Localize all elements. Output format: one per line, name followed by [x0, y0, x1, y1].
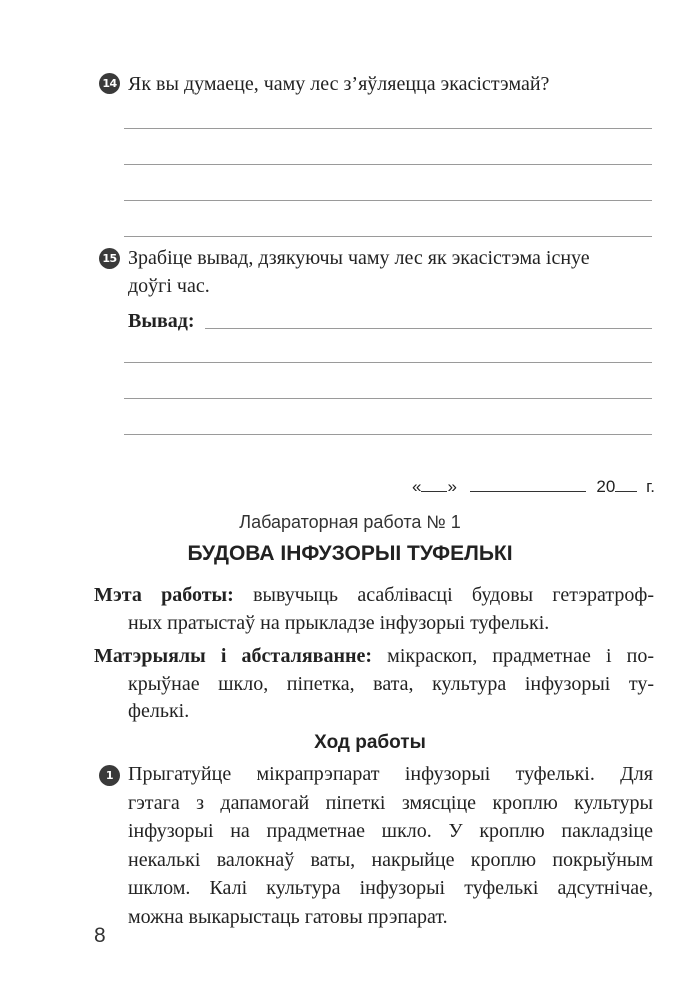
answer-line-15-4[interactable]	[124, 434, 652, 435]
question-14-text: Як вы думаеце, чаму лес з’яўляецца экасістэмай?	[128, 73, 550, 95]
answer-line-14-1[interactable]	[124, 128, 652, 129]
page-number: 8	[94, 924, 106, 947]
date-open-quote: «	[412, 477, 422, 496]
answer-line-14-3[interactable]	[124, 200, 652, 201]
materials-line-2: крыўнае шкло, піпетка, вата, культура інфузорыі ту-	[128, 672, 654, 695]
date-month-blank[interactable]	[470, 477, 586, 492]
step-1-line: можна выкарыстаць гатовы прэпарат.	[128, 905, 448, 928]
date-close-quote: »	[447, 477, 457, 496]
date-day-blank[interactable]	[421, 477, 447, 492]
aim-text-1: вывучыць асаблівасці будовы гетэратроф-	[253, 584, 654, 606]
lab-header: Лабараторная работа № 1	[239, 512, 461, 532]
materials-line-3: фелькі.	[128, 700, 190, 722]
answer-line-14-4[interactable]	[124, 236, 652, 237]
aim-paragraph	[94, 582, 654, 637]
aim-label: Мэта работы:	[94, 584, 234, 606]
answer-line-15-2[interactable]	[124, 362, 652, 363]
date-line	[412, 476, 655, 498]
aim-line-2: ных пратыстаў на прыкладзе інфузорыі туфелькі.	[128, 611, 550, 634]
step-1-line: інфузорыі на прадметнае шкло. У кроплю пакладзіце	[128, 820, 653, 842]
date-year-prefix: 20	[596, 477, 616, 496]
step-1-badge: 1	[99, 765, 120, 786]
step-1-line: гэтага з дапамогай піпеткі змясціце кроплю культуры	[128, 791, 653, 814]
question-15-badge: 15	[99, 248, 120, 269]
aim-line-1	[94, 582, 654, 610]
date-year-suffix: г.	[646, 477, 655, 496]
step-1-line: некалькі валокнаў ваты, накрыйце кроплю покрыўным	[128, 848, 653, 871]
lab-title: БУДОВА ІНФУЗОРЫІ ТУФЕЛЬКІ	[187, 542, 513, 565]
answer-line-15-3[interactable]	[124, 398, 652, 399]
materials-paragraph	[94, 643, 654, 726]
conclusion-label: Вывад:	[128, 310, 195, 332]
date-year-blank[interactable]	[615, 477, 637, 492]
materials-line-1	[94, 643, 654, 671]
question-15-text-line2: доўгі час.	[128, 275, 210, 297]
materials-label: Матэрыялы і абсталяванне:	[94, 645, 373, 667]
step-1-line: Прыгатуйце мікрапрэпарат інфузорыі туфелькі. Для	[128, 763, 653, 785]
question-15-text-line1: Зрабіце вывад, дзякуючы чаму лес як экасістэма існуе	[128, 247, 590, 269]
answer-line-14-2[interactable]	[124, 164, 652, 165]
procedure-heading: Ход работы	[314, 732, 426, 753]
conclusion-line-1[interactable]	[205, 328, 652, 329]
step-1-line: шклом. Калі культура інфузорыі туфелькі адсутнічае,	[128, 877, 653, 899]
question-14-badge: 14	[99, 73, 120, 94]
materials-text-1: мікраскоп, прадметнае і по-	[387, 645, 655, 667]
step-1-text	[128, 760, 653, 931]
